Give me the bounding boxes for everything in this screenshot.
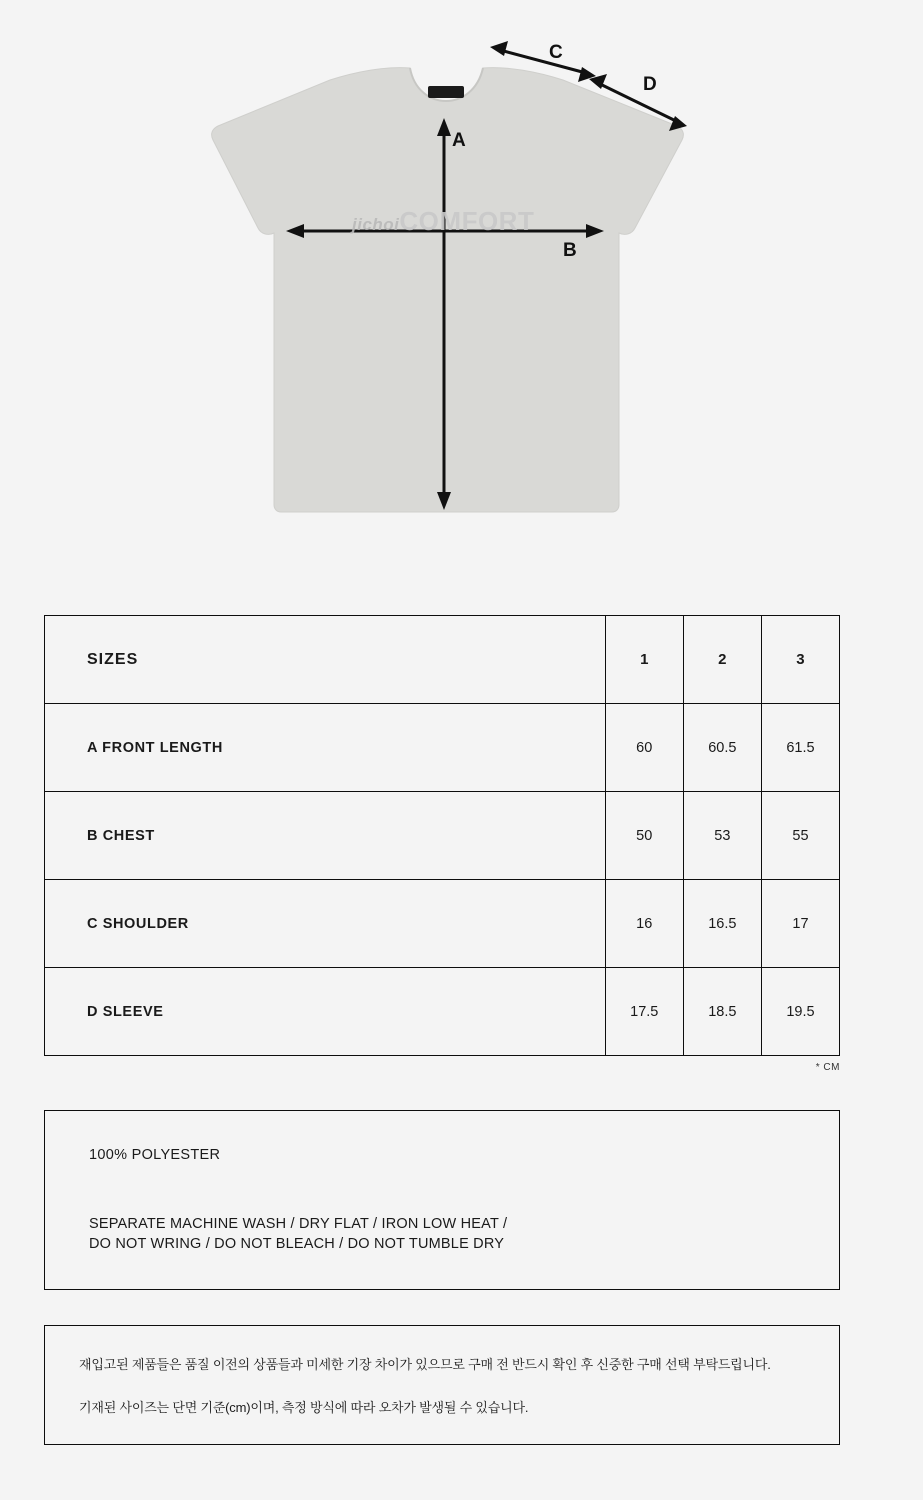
row-label-chest: B CHEST [45,792,606,880]
cell-chest-3: 55 [761,792,839,880]
cell-sleeve-1: 17.5 [605,968,683,1056]
table-header-size-3: 3 [761,616,839,704]
table-header-size-2: 2 [683,616,761,704]
row-label-front-length: A FRONT LENGTH [45,704,606,792]
cell-shoulder-1: 16 [605,880,683,968]
dimension-label-a: A [452,130,467,151]
care-line-1: SEPARATE MACHINE WASH / DRY FLAT / IRON LOW HEAT / [89,1216,508,1232]
size-chart-table [44,615,840,1056]
garment-watermark [352,206,534,237]
cell-chest-1: 50 [605,792,683,880]
size-chart-table-wrap [44,615,840,1056]
table-header-label: SIZES [45,616,606,704]
unit-note: * CM [815,1062,840,1073]
cell-chest-2: 53 [683,792,761,880]
table-row [45,792,840,880]
watermark-brand-italic: jichoi [352,215,400,234]
cell-shoulder-3: 17 [761,880,839,968]
row-label-shoulder: C SHOULDER [45,880,606,968]
table-header-row [45,616,840,704]
notice-line-2: 기재된 사이즈는 단면 기준(cm)이며, 측정 방식에 따라 오차가 발생될 수 있습니다. [79,1400,529,1415]
material-care-box [44,1110,840,1290]
cell-front-length-1: 60 [605,704,683,792]
care-instructions [89,1215,795,1254]
dimension-label-d: D [643,74,658,95]
table-row [45,704,840,792]
garment-illustration [0,0,923,580]
tshirt-diagram-svg [0,0,923,580]
table-row [45,880,840,968]
row-label-sleeve: D SLEEVE [45,968,606,1056]
notice-line-1: 재입고된 제품들은 품질 이전의 상품들과 미세한 기장 차이가 있으므로 구매 전 반드시 확인 후 신중한 구매 선택 부탁드립니다. [79,1357,771,1372]
material-text: 100% POLYESTER [89,1147,221,1163]
dimension-label-c: C [549,42,564,63]
table-row [45,968,840,1056]
cell-sleeve-3: 19.5 [761,968,839,1056]
care-line-2: DO NOT WRING / DO NOT BLEACH / DO NOT TUMBLE DRY [89,1235,505,1252]
cell-front-length-2: 60.5 [683,704,761,792]
cell-shoulder-2: 16.5 [683,880,761,968]
dimension-label-b: B [563,240,578,261]
watermark-brand-bold: COMFORT [399,206,535,236]
table-header-size-1: 1 [605,616,683,704]
cell-front-length-3: 61.5 [761,704,839,792]
notice-box [44,1325,840,1445]
cell-sleeve-2: 18.5 [683,968,761,1056]
